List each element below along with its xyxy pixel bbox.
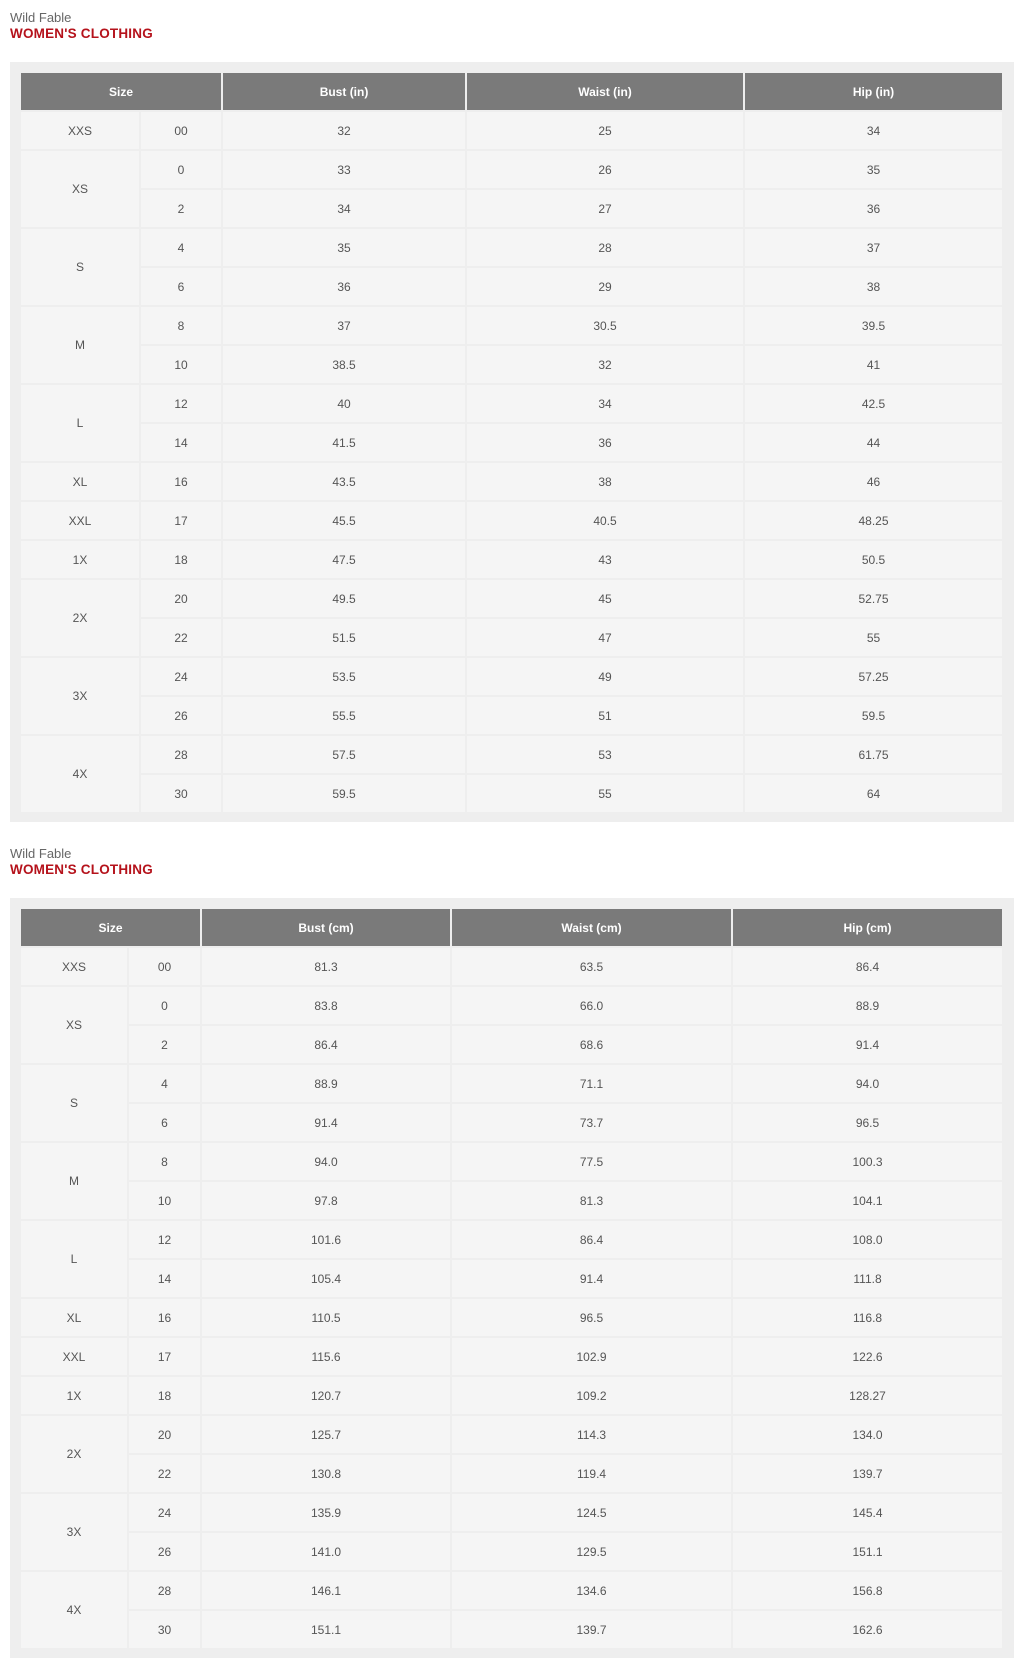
waist-cell: 26 (467, 151, 743, 188)
size-chart-table-centimeters (19, 907, 1004, 1650)
hip-cell: 134.0 (733, 1416, 1002, 1453)
size-number-cell: 28 (141, 736, 221, 773)
waist-cell: 49 (467, 658, 743, 695)
header-bust: Bust (cm) (202, 909, 450, 946)
bust-cell: 36 (223, 268, 465, 305)
table-row (21, 736, 1002, 773)
table-row (21, 190, 1002, 227)
waist-cell: 119.4 (452, 1455, 731, 1492)
size-number-cell: 26 (129, 1533, 200, 1570)
waist-cell: 45 (467, 580, 743, 617)
hip-cell: 94.0 (733, 1065, 1002, 1102)
waist-cell: 81.3 (452, 1182, 731, 1219)
size-letter-cell: 4X (21, 736, 139, 812)
waist-cell: 139.7 (452, 1611, 731, 1648)
size-letter-cell: M (21, 1143, 127, 1219)
size-number-cell: 14 (129, 1260, 200, 1297)
bust-cell: 57.5 (223, 736, 465, 773)
waist-cell: 102.9 (452, 1338, 731, 1375)
waist-cell: 124.5 (452, 1494, 731, 1531)
size-number-cell: 22 (129, 1455, 200, 1492)
size-number-cell: 18 (141, 541, 221, 578)
size-letter-cell: 3X (21, 1494, 127, 1570)
waist-cell: 114.3 (452, 1416, 731, 1453)
size-number-cell: 8 (141, 307, 221, 344)
table-row (21, 1377, 1002, 1414)
hip-cell: 36 (745, 190, 1002, 227)
waist-cell: 47 (467, 619, 743, 656)
table-row (21, 1572, 1002, 1609)
size-number-cell: 30 (129, 1611, 200, 1648)
size-number-cell: 24 (129, 1494, 200, 1531)
table-row (21, 1611, 1002, 1648)
size-number-cell: 10 (129, 1182, 200, 1219)
table-row (21, 658, 1002, 695)
hip-cell: 151.1 (733, 1533, 1002, 1570)
header-bust: Bust (in) (223, 73, 465, 110)
size-letter-cell: XXL (21, 502, 139, 539)
table-row (21, 697, 1002, 734)
header-hip: Hip (cm) (733, 909, 1002, 946)
hip-cell: 55 (745, 619, 1002, 656)
size-number-cell: 22 (141, 619, 221, 656)
size-number-cell: 28 (129, 1572, 200, 1609)
table-row (21, 987, 1002, 1024)
bust-cell: 41.5 (223, 424, 465, 461)
hip-cell: 108.0 (733, 1221, 1002, 1258)
bust-cell: 40 (223, 385, 465, 422)
size-letter-cell: S (21, 229, 139, 305)
bust-cell: 34 (223, 190, 465, 227)
bust-cell: 91.4 (202, 1104, 450, 1141)
bust-cell: 83.8 (202, 987, 450, 1024)
waist-cell: 40.5 (467, 502, 743, 539)
waist-cell: 34 (467, 385, 743, 422)
bust-cell: 47.5 (223, 541, 465, 578)
header-hip: Hip (in) (745, 73, 1002, 110)
table-row (21, 151, 1002, 188)
size-number-cell: 26 (141, 697, 221, 734)
header-size: Size (21, 909, 200, 946)
size-letter-cell: 1X (21, 541, 139, 578)
chart-title: WOMEN'S CLOTHING (10, 862, 153, 877)
bust-cell: 110.5 (202, 1299, 450, 1336)
size-letter-cell: 3X (21, 658, 139, 734)
waist-cell: 109.2 (452, 1377, 731, 1414)
hip-cell: 50.5 (745, 541, 1002, 578)
size-number-cell: 6 (141, 268, 221, 305)
size-number-cell: 4 (129, 1065, 200, 1102)
table-row (21, 948, 1002, 985)
bust-cell: 86.4 (202, 1026, 450, 1063)
size-number-cell: 8 (129, 1143, 200, 1180)
hip-cell: 41 (745, 346, 1002, 383)
size-number-cell: 16 (141, 463, 221, 500)
bust-cell: 135.9 (202, 1494, 450, 1531)
bust-cell: 59.5 (223, 775, 465, 812)
table-row (21, 112, 1002, 149)
waist-cell: 38 (467, 463, 743, 500)
bust-cell: 125.7 (202, 1416, 450, 1453)
bust-cell: 115.6 (202, 1338, 450, 1375)
waist-cell: 96.5 (452, 1299, 731, 1336)
waist-cell: 63.5 (452, 948, 731, 985)
bust-cell: 38.5 (223, 346, 465, 383)
table-row (21, 424, 1002, 461)
bust-cell: 141.0 (202, 1533, 450, 1570)
bust-cell: 101.6 (202, 1221, 450, 1258)
bust-cell: 45.5 (223, 502, 465, 539)
waist-cell: 73.7 (452, 1104, 731, 1141)
waist-cell: 55 (467, 775, 743, 812)
size-number-cell: 17 (141, 502, 221, 539)
size-number-cell: 18 (129, 1377, 200, 1414)
size-number-cell: 2 (141, 190, 221, 227)
bust-cell: 32 (223, 112, 465, 149)
table-row (21, 268, 1002, 305)
size-letter-cell: XXS (21, 948, 127, 985)
hip-cell: 61.75 (745, 736, 1002, 773)
bust-cell: 51.5 (223, 619, 465, 656)
hip-cell: 111.8 (733, 1260, 1002, 1297)
table-row (21, 1455, 1002, 1492)
hip-cell: 48.25 (745, 502, 1002, 539)
size-letter-cell: XXL (21, 1338, 127, 1375)
table-row (21, 502, 1002, 539)
bust-cell: 88.9 (202, 1065, 450, 1102)
waist-cell: 28 (467, 229, 743, 266)
size-letter-cell: L (21, 1221, 127, 1297)
hip-cell: 46 (745, 463, 1002, 500)
waist-cell: 71.1 (452, 1065, 731, 1102)
hip-cell: 52.75 (745, 580, 1002, 617)
size-number-cell: 4 (141, 229, 221, 266)
size-letter-cell: XS (21, 151, 139, 227)
bust-cell: 35 (223, 229, 465, 266)
bust-cell: 49.5 (223, 580, 465, 617)
hip-cell: 96.5 (733, 1104, 1002, 1141)
size-number-cell: 17 (129, 1338, 200, 1375)
size-letter-cell: L (21, 385, 139, 461)
hip-cell: 35 (745, 151, 1002, 188)
size-number-cell: 00 (141, 112, 221, 149)
table-row (21, 385, 1002, 422)
hip-cell: 88.9 (733, 987, 1002, 1024)
size-chart-panel-centimeters (10, 898, 1014, 1658)
table-row (21, 1104, 1002, 1141)
brand-name: Wild Fable (10, 10, 72, 25)
bust-cell: 53.5 (223, 658, 465, 695)
size-number-cell: 12 (129, 1221, 200, 1258)
centimeters-section (10, 836, 1014, 1658)
size-letter-cell: XS (21, 987, 127, 1063)
size-chart-table-inches (19, 71, 1004, 814)
hip-cell: 42.5 (745, 385, 1002, 422)
size-letter-cell: 1X (21, 1377, 127, 1414)
size-letter-cell: M (21, 307, 139, 383)
hip-cell: 64 (745, 775, 1002, 812)
hip-cell: 116.8 (733, 1299, 1002, 1336)
size-letter-cell: 4X (21, 1572, 127, 1648)
table-row (21, 619, 1002, 656)
size-number-cell: 0 (129, 987, 200, 1024)
bust-cell: 151.1 (202, 1611, 450, 1648)
waist-cell: 134.6 (452, 1572, 731, 1609)
hip-cell: 59.5 (745, 697, 1002, 734)
size-letter-cell: XL (21, 1299, 127, 1336)
table-row (21, 1026, 1002, 1063)
table-row (21, 346, 1002, 383)
waist-cell: 53 (467, 736, 743, 773)
hip-cell: 37 (745, 229, 1002, 266)
waist-cell: 51 (467, 697, 743, 734)
bust-cell: 146.1 (202, 1572, 450, 1609)
bust-cell: 81.3 (202, 948, 450, 985)
table-row (21, 1533, 1002, 1570)
hip-cell: 39.5 (745, 307, 1002, 344)
size-number-cell: 16 (129, 1299, 200, 1336)
waist-cell: 129.5 (452, 1533, 731, 1570)
table-row (21, 1143, 1002, 1180)
bust-cell: 33 (223, 151, 465, 188)
table-row (21, 1338, 1002, 1375)
waist-cell: 32 (467, 346, 743, 383)
hip-cell: 156.8 (733, 1572, 1002, 1609)
hip-cell: 145.4 (733, 1494, 1002, 1531)
size-chart-panel-inches (10, 62, 1014, 822)
hip-cell: 162.6 (733, 1611, 1002, 1648)
hip-cell: 122.6 (733, 1338, 1002, 1375)
header-waist: Waist (cm) (452, 909, 731, 946)
chart-title: WOMEN'S CLOTHING (10, 26, 153, 41)
hip-cell: 139.7 (733, 1455, 1002, 1492)
table-header-row (21, 909, 1002, 946)
size-number-cell: 24 (141, 658, 221, 695)
table-row (21, 775, 1002, 812)
waist-cell: 36 (467, 424, 743, 461)
hip-cell: 128.27 (733, 1377, 1002, 1414)
size-number-cell: 6 (129, 1104, 200, 1141)
waist-cell: 27 (467, 190, 743, 227)
brand-name: Wild Fable (10, 846, 72, 861)
waist-cell: 68.6 (452, 1026, 731, 1063)
waist-cell: 43 (467, 541, 743, 578)
bust-cell: 37 (223, 307, 465, 344)
waist-cell: 30.5 (467, 307, 743, 344)
table-row (21, 1416, 1002, 1453)
bust-cell: 94.0 (202, 1143, 450, 1180)
waist-cell: 86.4 (452, 1221, 731, 1258)
size-number-cell: 12 (141, 385, 221, 422)
hip-cell: 34 (745, 112, 1002, 149)
bust-cell: 105.4 (202, 1260, 450, 1297)
inches-section (10, 0, 1014, 822)
table-row (21, 1494, 1002, 1531)
hip-cell: 91.4 (733, 1026, 1002, 1063)
header-waist: Waist (in) (467, 73, 743, 110)
size-number-cell: 20 (129, 1416, 200, 1453)
waist-cell: 77.5 (452, 1143, 731, 1180)
size-number-cell: 10 (141, 346, 221, 383)
table-row (21, 1260, 1002, 1297)
size-letter-cell: S (21, 1065, 127, 1141)
waist-cell: 66.0 (452, 987, 731, 1024)
table-row (21, 541, 1002, 578)
size-number-cell: 2 (129, 1026, 200, 1063)
size-number-cell: 20 (141, 580, 221, 617)
table-row (21, 307, 1002, 344)
size-number-cell: 00 (129, 948, 200, 985)
waist-cell: 29 (467, 268, 743, 305)
size-letter-cell: XL (21, 463, 139, 500)
table-row (21, 580, 1002, 617)
bust-cell: 43.5 (223, 463, 465, 500)
size-number-cell: 14 (141, 424, 221, 461)
table-row (21, 1182, 1002, 1219)
hip-cell: 44 (745, 424, 1002, 461)
hip-cell: 57.25 (745, 658, 1002, 695)
table-row (21, 229, 1002, 266)
size-number-cell: 0 (141, 151, 221, 188)
hip-cell: 38 (745, 268, 1002, 305)
waist-cell: 25 (467, 112, 743, 149)
table-row (21, 1065, 1002, 1102)
size-number-cell: 30 (141, 775, 221, 812)
size-letter-cell: 2X (21, 580, 139, 656)
header-size: Size (21, 73, 221, 110)
size-letter-cell: 2X (21, 1416, 127, 1492)
hip-cell: 104.1 (733, 1182, 1002, 1219)
bust-cell: 97.8 (202, 1182, 450, 1219)
bust-cell: 130.8 (202, 1455, 450, 1492)
table-row (21, 1299, 1002, 1336)
hip-cell: 100.3 (733, 1143, 1002, 1180)
waist-cell: 91.4 (452, 1260, 731, 1297)
table-header-row (21, 73, 1002, 110)
table-row (21, 463, 1002, 500)
hip-cell: 86.4 (733, 948, 1002, 985)
bust-cell: 120.7 (202, 1377, 450, 1414)
size-letter-cell: XXS (21, 112, 139, 149)
table-row (21, 1221, 1002, 1258)
bust-cell: 55.5 (223, 697, 465, 734)
